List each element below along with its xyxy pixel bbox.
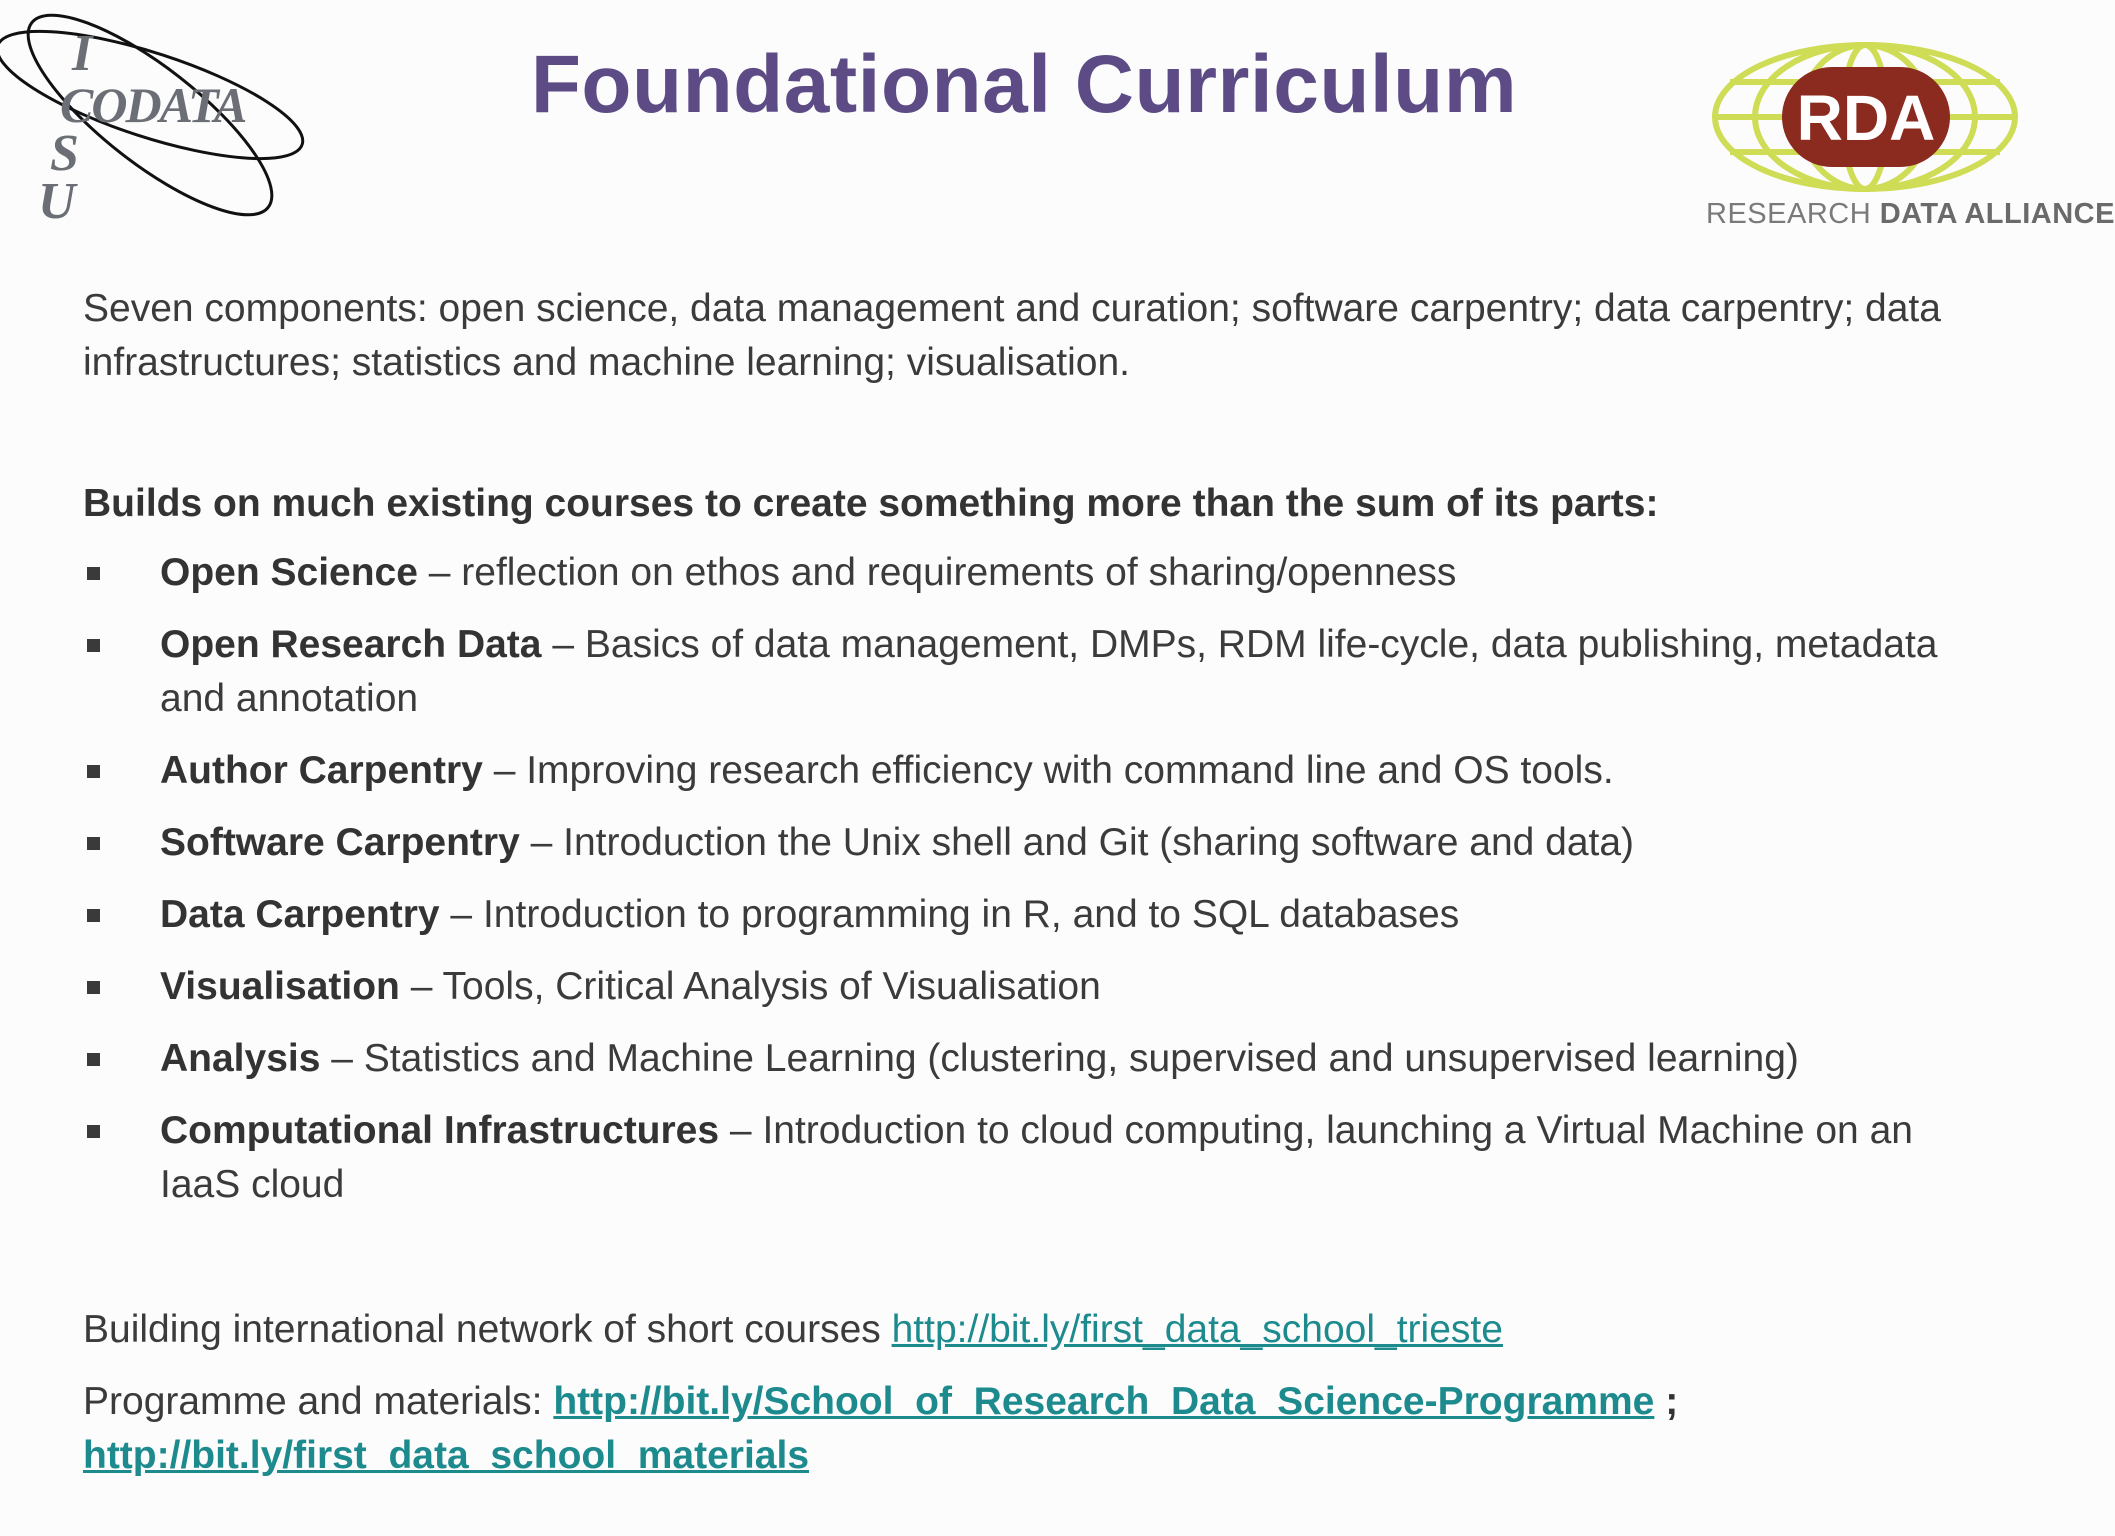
- page-title: Foundational Curriculum: [530, 39, 1518, 130]
- square-bullet-icon: [87, 981, 100, 994]
- item-description: – Introduction the Unix shell and Git (sharing software and data): [519, 821, 1635, 864]
- square-bullet-icon: [87, 765, 100, 778]
- rda-caption-bold: DATA ALLIANCE: [1879, 198, 2115, 230]
- rda-caption: [1706, 198, 2115, 231]
- lead-text: Builds on much existing courses to create something more than the sum of its parts:: [83, 482, 1659, 525]
- list-item: [83, 546, 1983, 600]
- item-term: Visualisation: [160, 965, 400, 1008]
- list-item: [83, 744, 1983, 798]
- icsu-letter-i: I: [72, 25, 93, 82]
- item-description: – Statistics and Machine Learning (clustering, supervised and unsupervised learning): [320, 1037, 1799, 1080]
- item-description: – Basics of data management, DMPs, RDM life-cycle, data publishing, metadata and annotation: [160, 623, 1938, 720]
- item-term: Data Carpentry: [160, 893, 440, 936]
- programme-text: Programme and materials:: [83, 1380, 554, 1423]
- item-term: Author Carpentry: [160, 749, 483, 792]
- square-bullet-icon: [87, 837, 100, 850]
- list-item: [83, 816, 1983, 870]
- icsu-letter-u: U: [38, 173, 76, 230]
- square-bullet-icon: [87, 639, 100, 652]
- square-bullet-icon: [87, 1125, 100, 1138]
- materials-link[interactable]: http://bit.ly/first_data_school_materials: [83, 1434, 810, 1477]
- item-description: – reflection on ethos and requirements of sharing/openness: [417, 551, 1457, 594]
- square-bullet-icon: [87, 909, 100, 922]
- list-item: [83, 618, 1983, 726]
- network-line: [83, 1303, 2003, 1357]
- item-description: – Introduction to programming in R, and to SQL databases: [439, 893, 1460, 936]
- icsu-letter-s: S: [50, 125, 79, 182]
- codata-wordmark: CODATA: [60, 77, 246, 133]
- list-item: [83, 960, 1983, 1014]
- component-list: [83, 546, 1983, 1230]
- item-description: – Improving research efficiency with command line and OS tools.: [482, 749, 1614, 792]
- intro-paragraph: Seven components: open science, data management and curation; software carpentry; data carpentry; data infrastructures; statistics and machine learning; visualisation.: [83, 287, 1941, 384]
- list-item: [83, 1032, 1983, 1086]
- list-item: [83, 1104, 1983, 1212]
- rda-caption-light: RESEARCH: [1706, 198, 1880, 230]
- item-description: – Introduction to cloud computing, launching a Virtual Machine on an IaaS cloud: [160, 1109, 1913, 1206]
- item-term: Software Carpentry: [160, 821, 520, 864]
- item-term: Open Research Data: [160, 623, 542, 666]
- list-item: [83, 888, 1983, 942]
- item-term: Analysis: [160, 1037, 321, 1080]
- programme-link[interactable]: http://bit.ly/School_of_Research_Data_Science-Programme: [553, 1380, 1655, 1423]
- item-description: – Tools, Critical Analysis of Visualisation: [399, 965, 1101, 1008]
- square-bullet-icon: [87, 567, 100, 580]
- square-bullet-icon: [87, 1053, 100, 1066]
- rda-mark: RDA: [1796, 82, 1936, 154]
- programme-line: [83, 1375, 2003, 1483]
- network-text: Building international network of short courses: [83, 1308, 892, 1351]
- trieste-link[interactable]: http://bit.ly/first_data_school_trieste: [891, 1308, 1503, 1351]
- link-separator: ;: [1654, 1380, 1679, 1423]
- item-term: Open Science: [160, 551, 418, 594]
- item-term: Computational Infrastructures: [160, 1109, 720, 1152]
